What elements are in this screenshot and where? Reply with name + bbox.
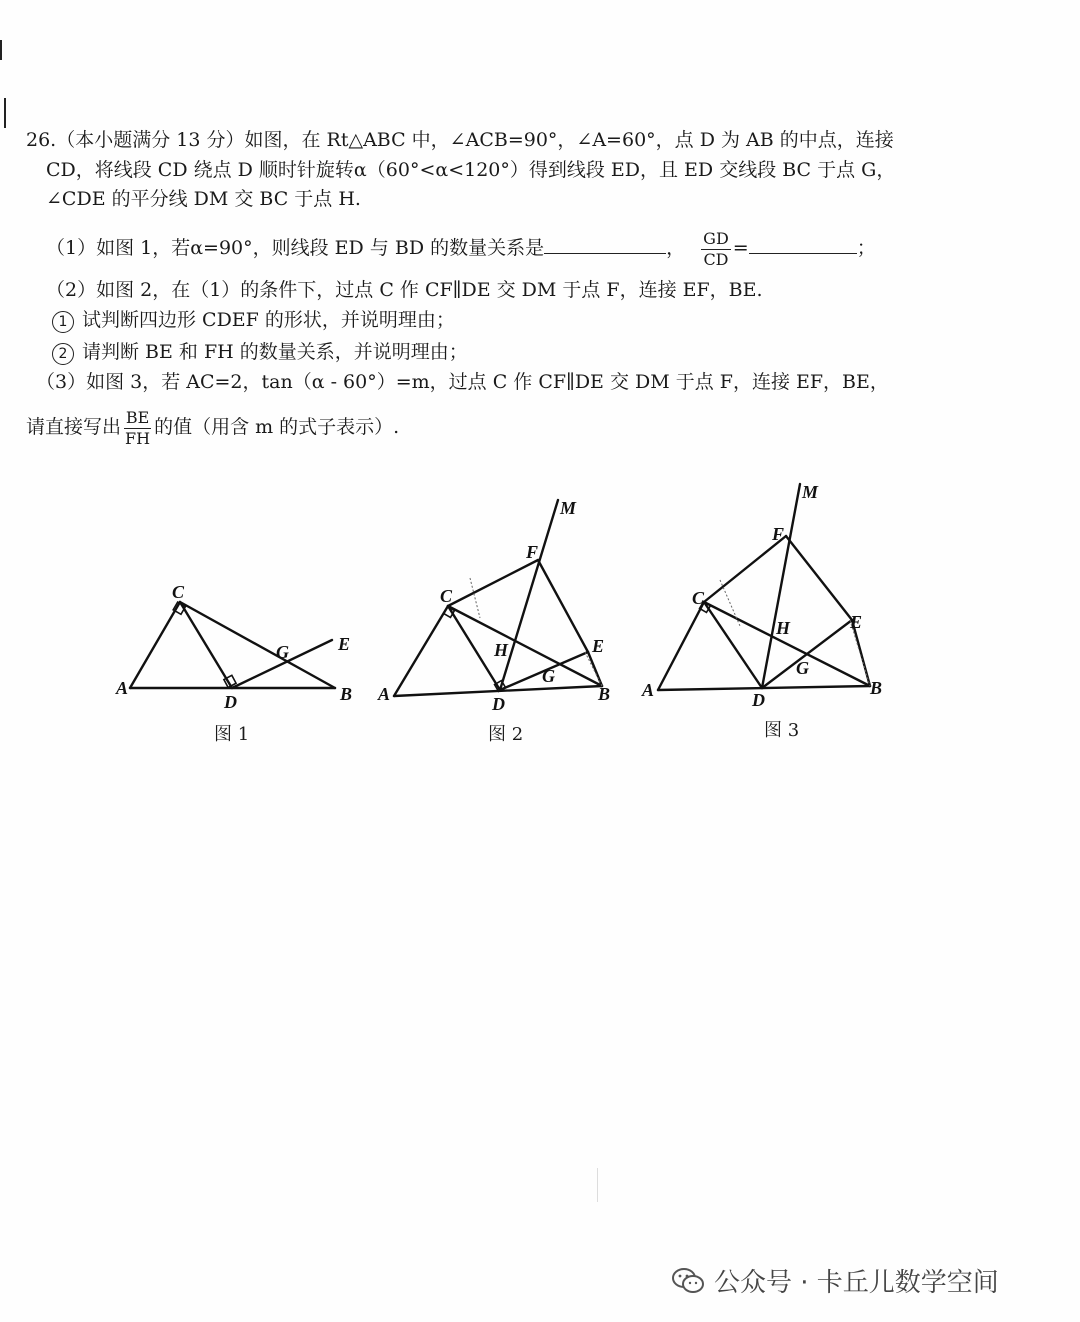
question-2 bbox=[46, 276, 763, 304]
answer-blank bbox=[544, 233, 666, 254]
label-h: H bbox=[776, 618, 791, 638]
label-g: G bbox=[796, 658, 809, 678]
problem-text-2: CD，将线段 CD 绕点 D 顺时针旋转α（60°<α<120°）得到线段 ED，且 ED 交线段 BC 于点 G， bbox=[46, 159, 896, 181]
label-m: M bbox=[560, 498, 577, 518]
scan-artifact bbox=[597, 1168, 598, 1202]
problem-line-3 bbox=[46, 185, 361, 213]
fraction-numerator: GD bbox=[703, 228, 729, 248]
wechat-icon bbox=[672, 1268, 704, 1294]
question-3 bbox=[36, 368, 889, 396]
label-c: C bbox=[172, 582, 185, 602]
q1-sep: ， bbox=[666, 237, 686, 259]
figure-2-caption: 图 2 bbox=[488, 724, 524, 745]
figure-3 bbox=[630, 476, 900, 706]
q2-text: （2）如图 2，在（1）的条件下，过点 C 作 CF∥DE 交 DM 于点 F，连接 EF，BE. bbox=[46, 279, 763, 301]
label-d: D bbox=[752, 690, 765, 706]
answer-blank bbox=[749, 233, 857, 254]
label-f: F bbox=[772, 524, 785, 544]
problem-line-2 bbox=[46, 156, 895, 184]
q3-text: （3）如图 3，若 AC=2，tan（α - 60°）=m，过点 C 作 CF∥DE 交 DM 于点 F，连接 EF，BE， bbox=[36, 371, 889, 393]
watermark-text: 公众号 · 卡丘儿数学空间 bbox=[714, 1268, 999, 1298]
label-m: M bbox=[802, 482, 819, 502]
label-h: H bbox=[494, 640, 509, 660]
circled-number-1: 1 bbox=[52, 311, 74, 333]
q1-end: ； bbox=[856, 237, 876, 259]
margin-mark bbox=[4, 98, 6, 128]
question-2-2 bbox=[52, 338, 468, 366]
fraction-numerator: BE bbox=[125, 407, 150, 427]
q2-2-text: 请判断 BE 和 FH 的数量关系，并说明理由； bbox=[82, 341, 468, 363]
problem-text-3: ∠CDE 的平分线 DM 交 BC 于点 H. bbox=[46, 188, 361, 210]
label-a: A bbox=[378, 684, 391, 704]
problem-number: 26. bbox=[26, 129, 57, 151]
figure-3-caption: 图 3 bbox=[764, 720, 800, 741]
q3-pre: 请直接写出 bbox=[26, 416, 122, 438]
fraction-be-fh bbox=[123, 408, 152, 449]
label-a: A bbox=[116, 678, 129, 698]
watermark bbox=[672, 1262, 999, 1299]
margin-mark bbox=[0, 40, 2, 60]
fraction-denominator: CD bbox=[703, 249, 729, 269]
label-b: B bbox=[870, 678, 883, 698]
fraction-denominator: FH bbox=[125, 428, 151, 448]
q3-post: 的值（用含 m 的式子表示）. bbox=[154, 416, 400, 438]
label-b: B bbox=[340, 684, 353, 704]
label-g: G bbox=[542, 666, 555, 686]
q2-1-text: 试判断四边形 CDEF 的形状，并说明理由； bbox=[82, 309, 455, 331]
label-b: B bbox=[598, 684, 611, 704]
label-f: F bbox=[526, 542, 539, 562]
figure-1 bbox=[100, 570, 370, 720]
question-3-b bbox=[26, 405, 399, 449]
label-c: C bbox=[440, 586, 453, 606]
label-e: E bbox=[338, 634, 351, 654]
circled-number-2: 2 bbox=[52, 343, 74, 365]
label-d: D bbox=[492, 694, 505, 714]
q1-text: （1）如图 1，若α=90°，则线段 ED 与 BD 的数量关系是 bbox=[46, 237, 545, 259]
question-2-1 bbox=[52, 306, 455, 334]
fraction-gd-cd bbox=[701, 229, 731, 270]
label-e: E bbox=[592, 636, 605, 656]
label-a: A bbox=[642, 680, 655, 700]
label-c: C bbox=[692, 588, 705, 608]
figure-1-caption: 图 1 bbox=[214, 724, 250, 745]
label-d: D bbox=[224, 692, 237, 712]
label-g: G bbox=[276, 642, 289, 662]
label-e: E bbox=[850, 612, 863, 632]
problem-header: （本小题满分 13 分）如图，在 Rt△ABC 中，∠ACB=90°，∠A=60°，点 D 为 AB 的中点，连接 bbox=[56, 129, 894, 151]
problem-line-1 bbox=[26, 126, 894, 154]
figure-2 bbox=[370, 488, 630, 718]
q1-equals: = bbox=[732, 237, 749, 259]
question-1 bbox=[46, 226, 876, 270]
